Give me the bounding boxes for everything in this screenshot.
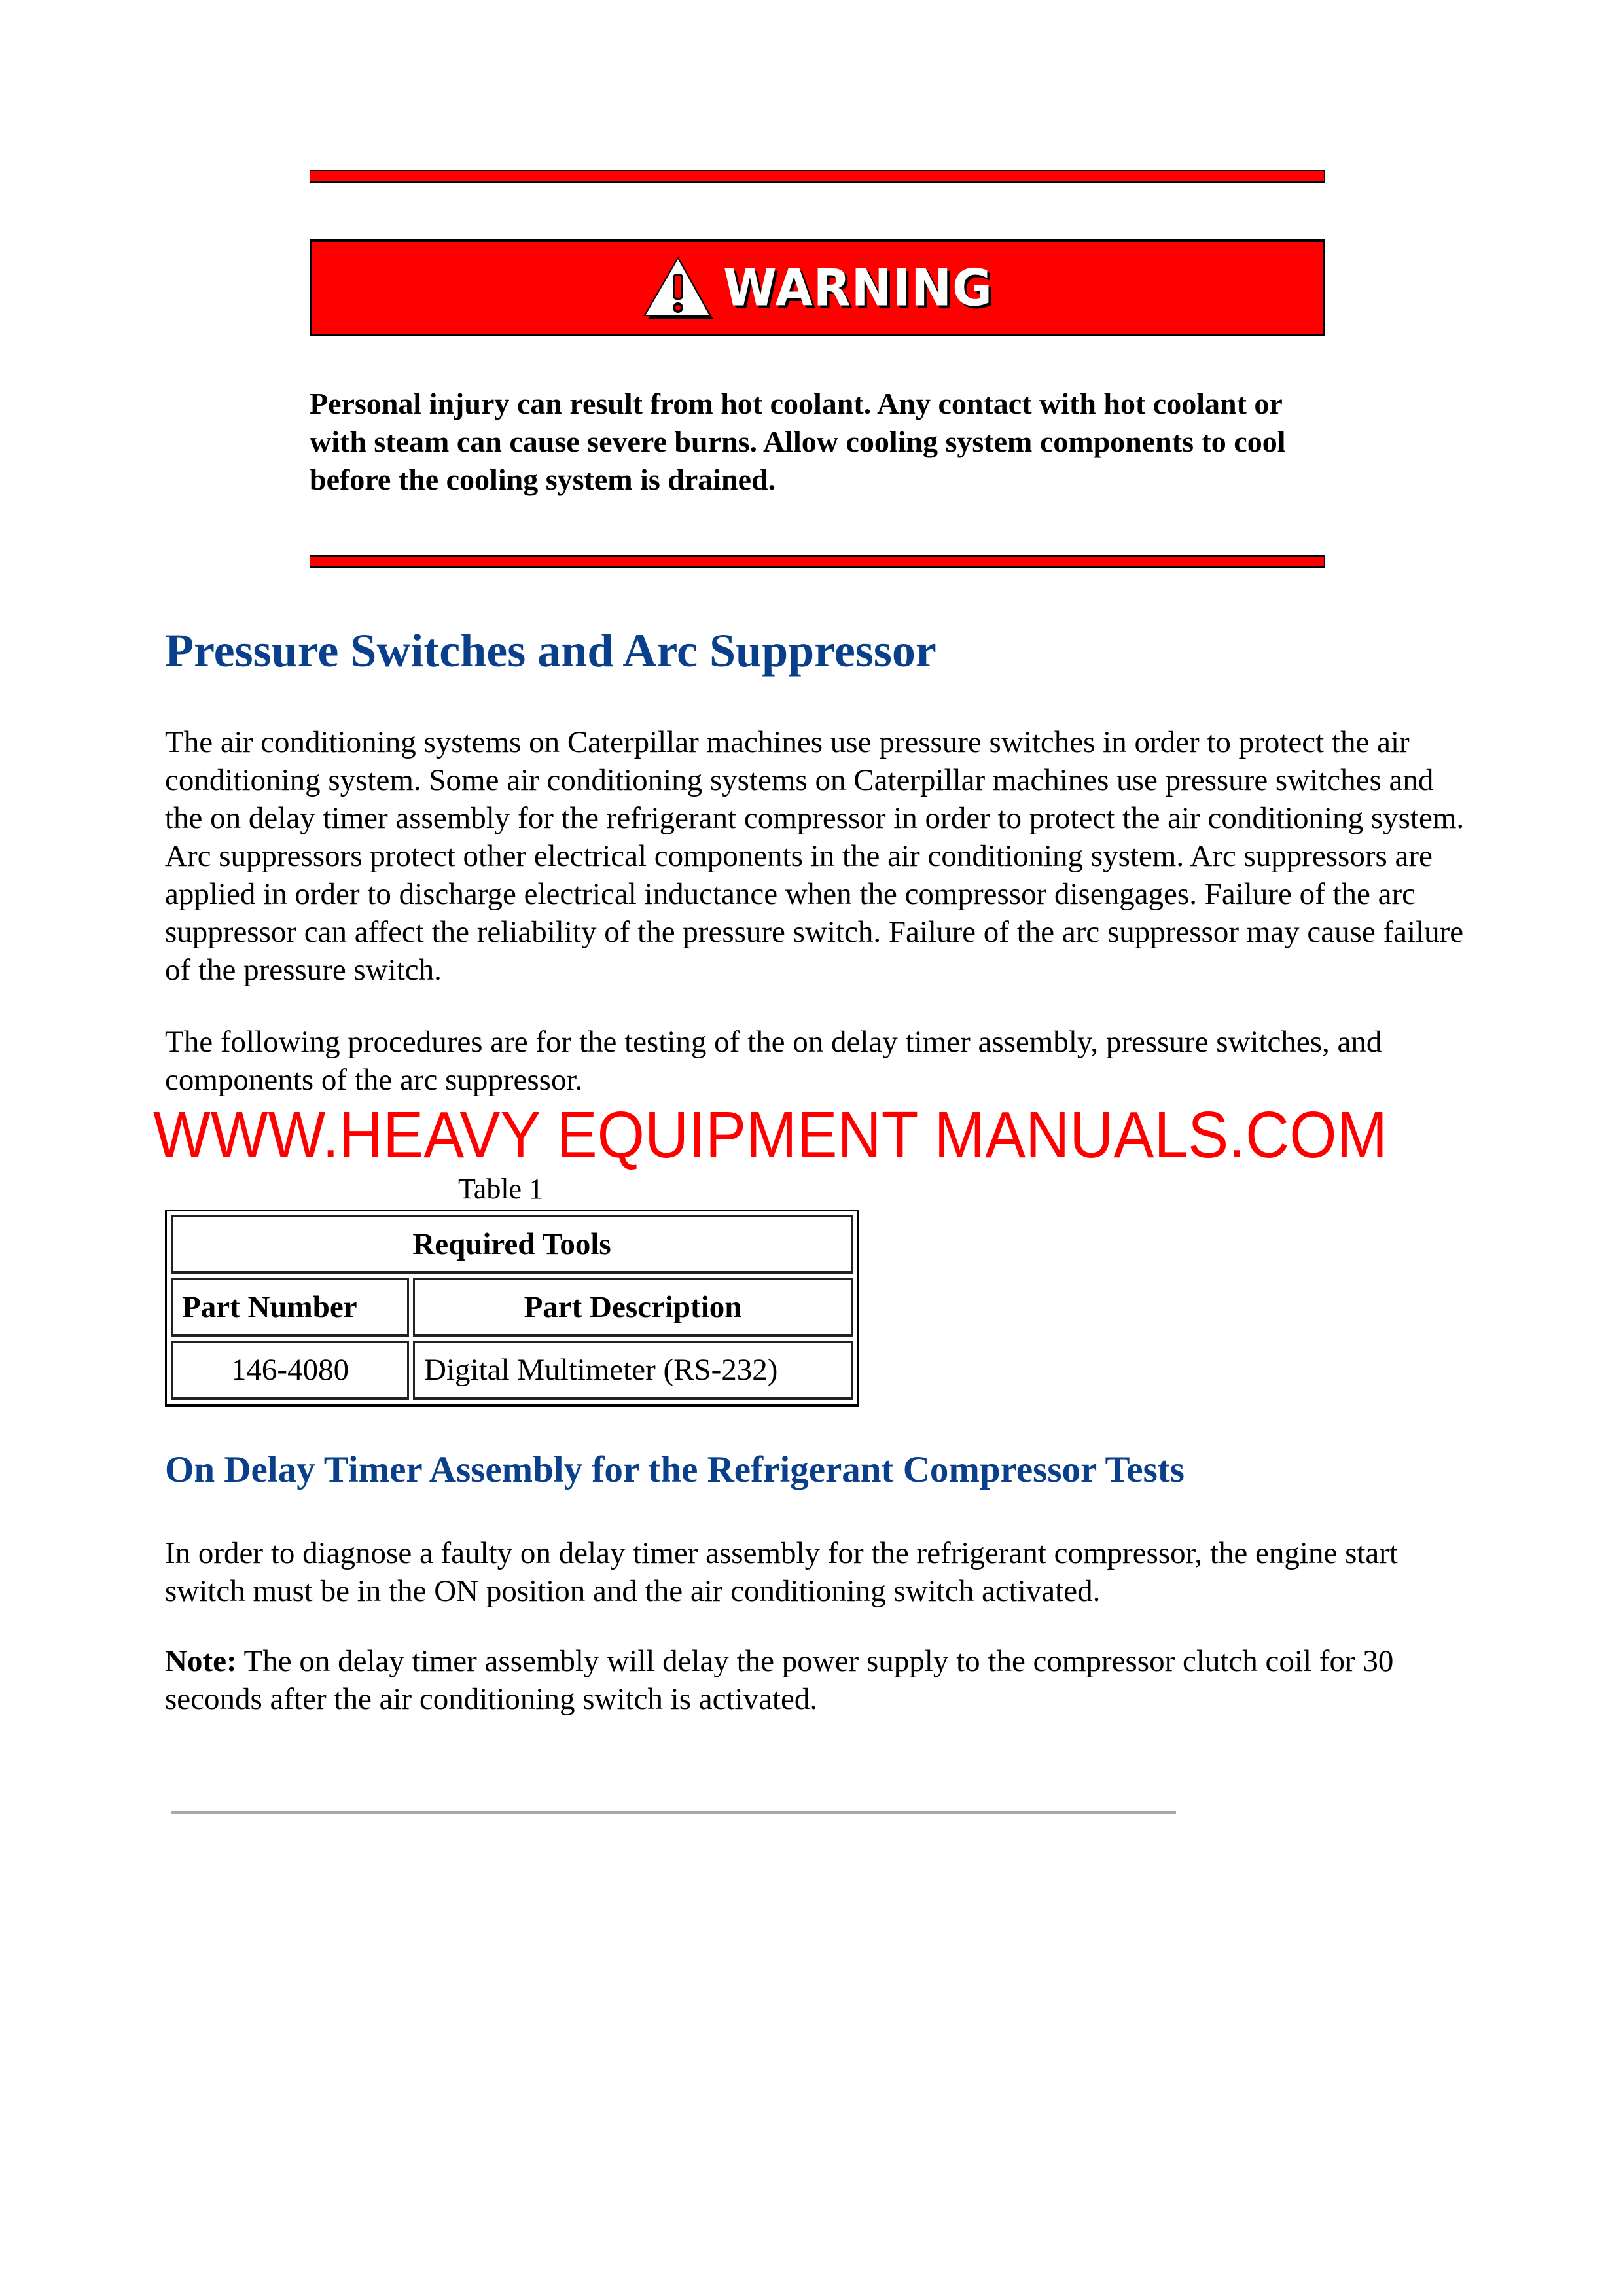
- note-label: Note:: [165, 1644, 237, 1678]
- table-title: Required Tools: [171, 1215, 853, 1274]
- watermark: WWW.HEAVY EQUIPMENT MANUALS.COM: [153, 1098, 1388, 1172]
- cell-part-description: Digital Multimeter (RS-232): [413, 1341, 853, 1400]
- table-caption: Table 1: [458, 1173, 544, 1205]
- cell-part-number: 146-4080: [171, 1341, 409, 1400]
- subsection-paragraph: In order to diagnose a faulty on delay timer assembly for the refrigerant compressor, the engine start switch must be in the ON position and the air conditioning switch activated.: [165, 1536, 1398, 1608]
- horizontal-rule: [171, 1811, 1176, 1814]
- section-title: Pressure Switches and Arc Suppressor: [165, 624, 936, 677]
- warning-label: WARNING: [723, 258, 993, 317]
- warning-top-bar: [310, 170, 1325, 183]
- warning-text: Personal injury can result from hot coolant. Any contact with hot coolant or with steam can cause severe burns. Allow cooling system components to cool before the cooling system is drained.: [310, 387, 1286, 496]
- column-header-part-description: Part Description: [413, 1278, 853, 1337]
- table-row: [171, 1341, 853, 1400]
- section-paragraph-2: The following procedures are for the testing of the on delay timer assembly, pressure switches, and components of the arc suppressor.: [165, 1025, 1382, 1097]
- warning-banner: [310, 239, 1325, 336]
- note-text: The on delay timer assembly will delay the power supply to the compressor clutch coil for 30 seconds after the air conditioning switch is activated.: [165, 1644, 1394, 1716]
- note-paragraph: [165, 1642, 1474, 1718]
- subsection-title: On Delay Timer Assembly for the Refrigerant Compressor Tests: [165, 1449, 1185, 1490]
- warning-bottom-bar: [310, 555, 1325, 568]
- required-tools-table: [165, 1210, 859, 1407]
- warning-triangle-icon: [642, 255, 714, 321]
- section-paragraph-1: The air conditioning systems on Caterpillar machines use pressure switches in order to protect the air conditioning system. Some air conditioning systems on Caterpillar machines use pressure switches and the on delay timer assembly for the refrigerant compressor in order to protect the air conditioning system. Arc suppressors protect other electrical components in the air conditioning system. Arc suppressors are applied in order to discharge electrical inductance when the compressor disengages. Failure of the arc suppressor can affect the reliability of the pressure switch. Failure of the arc suppressor may cause failure of the pressure switch.: [165, 725, 1465, 987]
- column-header-part-number: Part Number: [171, 1278, 409, 1337]
